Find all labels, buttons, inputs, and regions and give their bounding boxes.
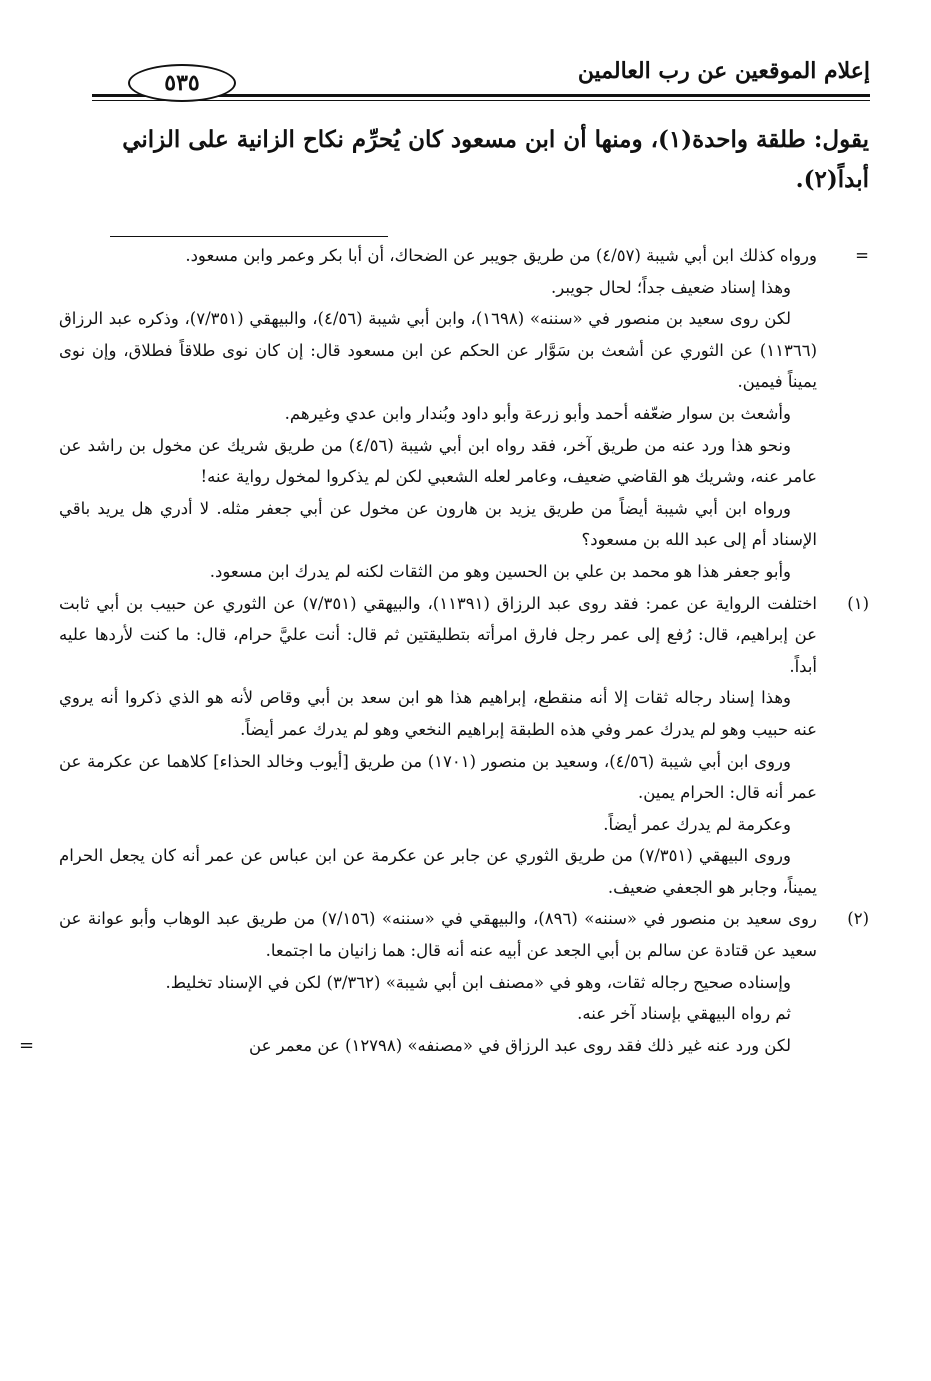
main-text [59,120,869,200]
footnote-paragraph: وعكرمة لم يدرك عمر أيضاً. [603,814,791,834]
footnote-paragraph: ورواه ابن أبي شيبة أيضاً من طريق يزيد بن هارون عن مخول عن أبي جعفر مثله. لا أدري هل يريد باقي الإسناد أم إلى عبد الله بن مسعود؟ [59,498,817,550]
footnote-paragraph: لكن روى سعيد بن منصور في «سننه» (١٦٩٨)، وابن أبي شيبة (٤/٥٦)، والبيهقي (٧/٣٥١)، وذكره عبد الرزاق (١١٣٦٦) عن الثوري عن أشعث بن سَوَّار عن الحكم عن ابن مسعود قال: إن كان نوى طلاقاً فطلاق، وإن نوى يميناً فيمين. [59,309,817,392]
footnote-paragraph: ثم رواه البيهقي بإسناد آخر عنه. [577,1004,791,1024]
footnote-paragraph: وهذا إسناد رجاله ثقات إلا أنه منقطع، إبراهيم هذا هو ابن سعد بن أبي وقاص لأنه هو الذي ذكروا أنه يروي عنه حبيب وهو لم يدرك عمر وفي هذه الطبقة إبراهيم النخعي وهو لم يدرك عمر أيضاً. [59,688,817,739]
footnote-paragraph: وأشعث بن سوار ضعّفه أحمد وأبو زرعة وأبو داود وبُندار وابن عدي وغيرهم. [284,403,791,423]
continuation-mark: = [19,1034,35,1056]
footnote-paragraph: روى سعيد بن منصور في «سننه» (٨٩٦)، والبيهقي في «سننه» (٧/١٥٦) من طريق عبد الوهاب وأبو عوانة عن سعيد عن قتادة عن سالم بن أبي الجعد عن أبيه عنه أنه قال: هما زانيان ما اجتمعا. [59,909,817,961]
footnote-continued [59,240,869,588]
header-rule-thin [92,100,870,101]
footnote-1 [59,588,869,904]
footnote-paragraph: ونحو هذا ورد عنه من طريق آخر، فقد رواه ابن أبي شيبة (٤/٥٦) من طريق شريك عن مخول بن راشد عن عامر عنه، وشريك هو القاضي ضعيف، وعامر لعله الشعبي لكن لم يذكروا لمخول رواية عنه! [59,435,817,487]
footnote-paragraph: وروى البيهقي (٧/٣٥١) من طريق الثوري عن جابر عن عكرمة عن ابن عباس عن عمر أنه كان يجعل الحرام يميناً، وجابر هو الجعفي ضعيف. [59,846,817,897]
footnote-2 [19,903,869,1061]
footnote-paragraph: وروى ابن أبي شيبة (٤/٥٦)، وسعيد بن منصور (١٧٠١) من طريق [أيوب وخالد الحذاء] كلاهما عن عكرمة عن عمر أنه قال: الحرام يمين. [59,751,817,803]
page-number-badge: ٥٣٥ [128,64,236,102]
main-line: يقول: طلقة واحدة(١)، ومنها أن ابن مسعود كان يُحرِّم نكاح الزانية على الزاني [122,126,869,153]
main-line: أبداً(٢). [795,166,869,193]
footnote-paragraph: وأبو جعفر هذا هو محمد بن علي بن الحسين وهو من الثقات لكنه لم يدرك ابن مسعود. [209,561,791,581]
footnote-paragraph: وهذا إسناد ضعيف جداً؛ لحال جويبر. [551,277,791,297]
footnote-marker: (١) [847,593,869,613]
footnote-paragraph: وإسناده صحيح رجاله ثقات، وهو في «مصنف ابن أبي شيبة» (٣/٣٦٢) لكن في الإسناد تخليط. [165,972,791,992]
book-title: إعلام الموقعين عن رب العالمين [577,58,870,84]
footnote-paragraph: اختلفت الرواية عن عمر: فقد روى عبد الرزاق (١١٣٩١)، والبيهقي (٧/٣٥١) عن الثوري عن حبيب بن أبي ثابت عن إبراهيم، قال: رُفع إلى عمر رجل فارق امرأته بتطليقتين ثم قال: أنت عليَّ حرام، قال: ما كنت لأردها عليه أبداً. [59,593,817,676]
footnote-separator [110,236,388,237]
footnote-paragraph: لكن ورد عنه غير ذلك فقد روى عبد الرزاق في «مصنفه» (١٢٧٩٨) عن معمر عن [249,1035,791,1055]
footnote-marker: = [855,246,869,265]
footnotes [19,240,869,1061]
page-header [92,56,870,116]
footnote-paragraph: ورواه كذلك ابن أبي شيبة (٤/٥٧) من طريق جويبر عن الضحاك، أن أبا بكر وعمر وابن مسعود. [185,246,817,265]
footnote-marker: (٢) [847,909,869,929]
